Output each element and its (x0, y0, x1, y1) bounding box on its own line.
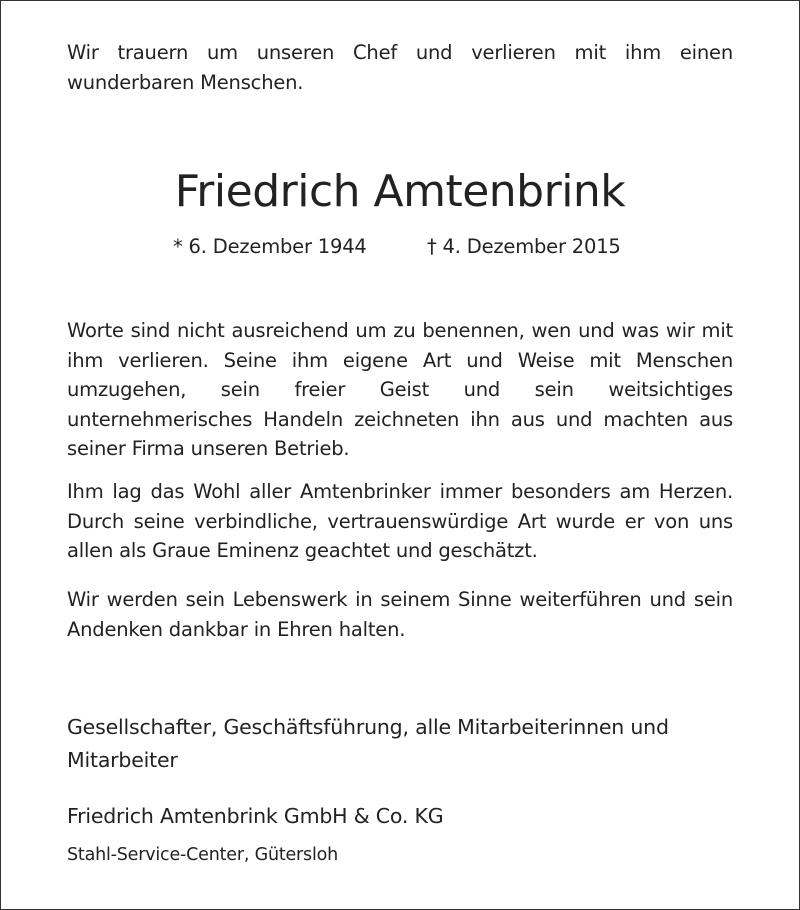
body-paragraph: Worte sind nicht ausreichend um zu benennen, wen und was wir mit ihm verlieren. Seine ihm eigene Art und Weise mit Menschen umzugehen, sein freier Geist und sein weitsichtiges unternehmerisches Handeln zeichneten ihn aus und machten aus seiner Firma unseren Betrieb. (67, 319, 733, 460)
death-date: † 4. Dezember 2015 (427, 235, 621, 258)
body-paragraph: Wir werden sein Lebenswerk in seinem Sinne weiterführen und sein Andenken dankbar in Ehren halten. (67, 588, 733, 641)
company-location: Stahl-Service-Center, Gütersloh (67, 845, 339, 865)
signers-text: Gesellschafter, Geschäftsführung, alle Mitarbeiterinnen und Mitarbeiter (67, 715, 669, 772)
body-paragraph: Ihm lag das Wohl aller Amtenbrinker immer besonders am Herzen. Durch seine verbindliche, vertrauenswürdige Art wurde er von uns allen als Graue Eminenz geachtet und geschätzt. (67, 480, 733, 562)
company-name: Friedrich Amtenbrink GmbH & Co. KG (67, 804, 444, 828)
intro-text: Wir trauern um unseren Chef und verlieren mit ihm einen wunderbaren Menschen. (67, 41, 733, 94)
birth-date: * 6. Dezember 1944 (173, 235, 367, 258)
deceased-name: Friedrich Amtenbrink (174, 166, 626, 217)
